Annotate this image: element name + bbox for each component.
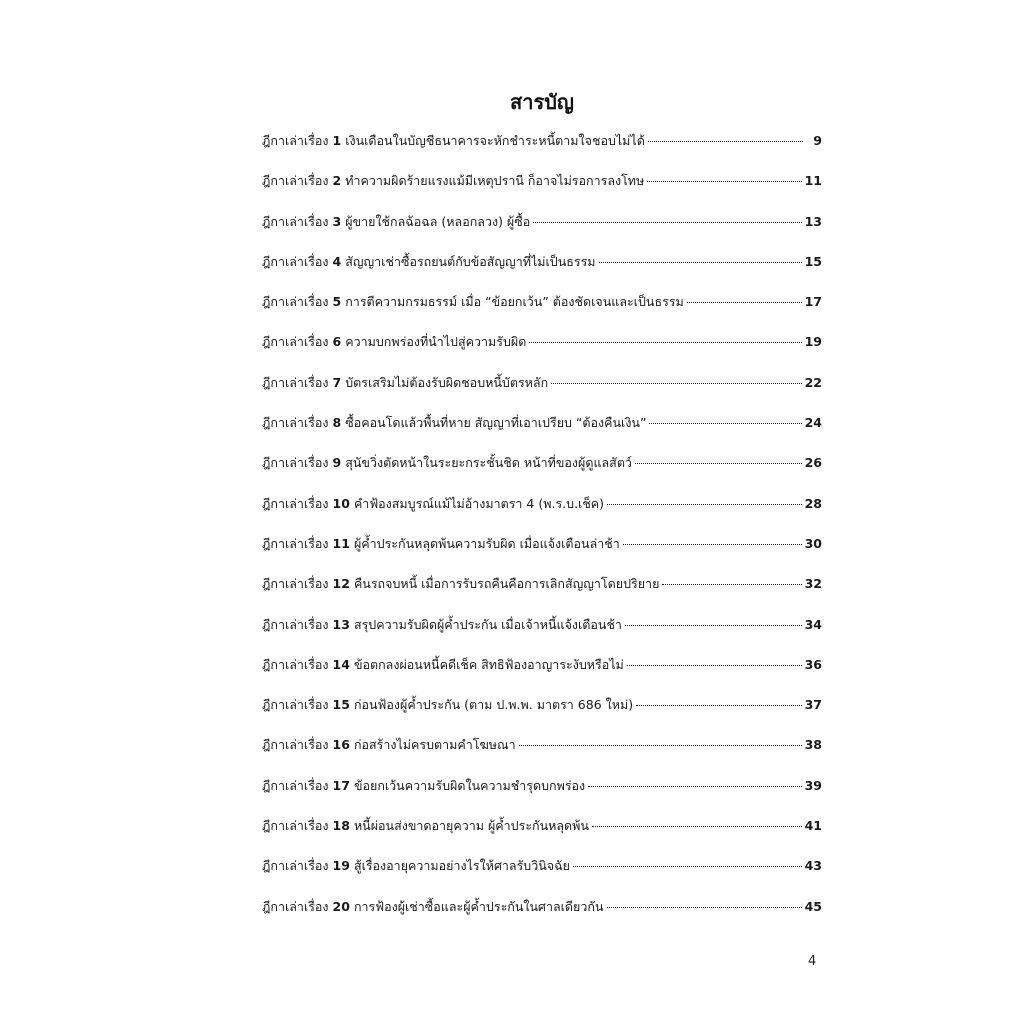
toc-entry-number: 17: [332, 777, 350, 793]
toc-entry-number: 18: [332, 818, 350, 834]
toc-entry: [262, 534, 822, 574]
toc-dot-leader: [625, 625, 802, 626]
toc-dot-leader: [573, 866, 802, 867]
toc-entry-title: สรุปความรับผิดผู้ค้ำประกัน เมื่อเจ้าหนี้แจ้งเตือนช้า: [353, 616, 622, 632]
toc-entry-title: ก่อนฟ้องผู้ค้ำประกัน (ตาม ป.พ.พ. มาตรา 686 ใหม่): [353, 697, 634, 713]
toc-dot-leader: [623, 544, 802, 545]
page-number: 4: [808, 954, 817, 969]
toc-entry-prefix: ฎีกาเล่าเรื่อง: [262, 495, 329, 511]
toc-title: สารบัญ: [510, 90, 574, 114]
toc-entry-number: 16: [332, 737, 350, 753]
toc-dot-leader: [662, 584, 801, 585]
toc-dot-leader: [636, 705, 802, 706]
toc-entry: [262, 574, 822, 614]
toc-entry-title: คำฟ้องสมบูรณ์แม้ไม่อ้างมาตรา 4 (พ.ร.บ.เช็ค): [353, 495, 605, 511]
toc-entry-title: บัตรเสริมไม่ต้องรับผิดชอบหนี้บัตรหลัก: [345, 374, 549, 390]
toc-entry: [262, 453, 822, 493]
toc-dot-leader: [648, 141, 803, 142]
toc-entry-prefix: ฎีกาเล่าเรื่อง: [262, 737, 329, 753]
toc-entry: [262, 615, 822, 655]
toc-dot-leader: [635, 463, 802, 464]
toc-entry-page: 17: [804, 294, 822, 310]
toc-entry-prefix: ฎีกาเล่าเรื่อง: [262, 294, 329, 310]
toc-entry-title: หนี้ผ่อนส่งขาดอายุความ ผู้ค้ำประกันหลุดพ้น: [353, 818, 589, 834]
toc-entry-title: ซื้อคอนโดแล้วพื้นที่หาย สัญญาที่เอาเปรียบ “ต้องคืนเงิน”: [345, 415, 647, 431]
toc-entry-number: 15: [332, 697, 350, 713]
toc-entry-page: 39: [804, 777, 822, 793]
toc-entry-page: 24: [804, 415, 822, 431]
toc-entry: [262, 776, 822, 816]
toc-dot-leader: [687, 302, 802, 303]
toc-entry: [262, 897, 822, 937]
toc-entry-page: 41: [804, 818, 822, 834]
toc-entry-number: 6: [332, 334, 342, 350]
toc-entry: [262, 695, 822, 735]
toc-entry-page: 30: [804, 535, 822, 551]
toc-entry-title: การฟ้องผู้เช่าซื้อและผู้ค้ำประกันในศาลเดียวกัน: [353, 898, 604, 914]
toc-entry-page: 26: [804, 455, 822, 471]
toc-entry: [262, 252, 822, 292]
toc-dot-leader: [607, 504, 802, 505]
toc-entry-number: 8: [332, 415, 342, 431]
toc-dot-leader: [529, 342, 801, 343]
toc-entry: [262, 292, 822, 332]
toc-entry-title: ก่อสร้างไม่ครบตามคำโฆษณา: [353, 737, 516, 753]
toc-entry-prefix: ฎีกาเล่าเรื่อง: [262, 535, 329, 551]
toc-entry-page: 9: [813, 133, 822, 148]
toc-entry-number: 10: [332, 495, 350, 511]
toc-dot-leader: [627, 665, 802, 666]
toc-entry-prefix: ฎีกาเล่าเรื่อง: [262, 455, 329, 471]
toc-entry-page: 34: [804, 616, 822, 632]
toc-entry-title: สัญญาเช่าซื้อรถยนต์กับข้อสัญญาที่ไม่เป็นธรรม: [345, 253, 596, 269]
toc-entry-prefix: ฎีกาเล่าเรื่อง: [262, 213, 329, 229]
toc-entry-page: 36: [804, 656, 822, 672]
toc-entry-title: ข้อตกลงผ่อนหนี้คดีเช็ค สิทธิฟ้องอาญาระงับหรือไม่: [353, 656, 624, 672]
toc-entry-number: 9: [332, 455, 342, 471]
toc-entry-number: 2: [332, 173, 342, 189]
toc-entry: [262, 413, 822, 453]
toc-entry: [262, 856, 822, 896]
toc-dot-leader: [607, 907, 802, 908]
toc-entry-prefix: ฎีกาเล่าเรื่อง: [262, 858, 329, 874]
toc-entry-number: 19: [332, 858, 350, 874]
toc-entry-title: การตีความกรมธรรม์ เมื่อ “ข้อยกเว้น” ต้องชัดเจนและเป็นธรรม: [345, 294, 684, 310]
toc-dot-leader: [649, 423, 801, 424]
toc-entry: [262, 655, 822, 695]
toc-entry-title: สุนัขวิ่งตัดหน้าในระยะกระชั้นชิด หน้าที่ของผู้ดูแลสัตว์: [345, 455, 632, 471]
table-of-contents: [262, 131, 822, 937]
toc-entry-number: 1: [332, 133, 342, 148]
toc-entry-number: 12: [332, 576, 350, 592]
toc-entry-title: ข้อยกเว้นความรับผิดในความชำรุดบกพร่อง: [353, 777, 586, 793]
toc-dot-leader: [647, 181, 801, 182]
toc-entry-number: 11: [332, 535, 350, 551]
toc-entry-title: ผู้ขายใช้กลฉ้อฉล (หลอกลวง) ผู้ซื้อ: [345, 213, 531, 229]
toc-entry-page: 32: [804, 576, 822, 592]
toc-entry-number: 4: [332, 253, 342, 269]
toc-entry-page: 45: [804, 898, 822, 914]
toc-entry: [262, 332, 822, 372]
toc-entry: [262, 171, 822, 211]
toc-entry-prefix: ฎีกาเล่าเรื่อง: [262, 656, 329, 672]
toc-entry-prefix: ฎีกาเล่าเรื่อง: [262, 173, 329, 189]
toc-entry-page: 19: [804, 334, 822, 350]
toc-entry-page: 15: [804, 253, 822, 269]
toc-entry-page: 13: [804, 213, 822, 229]
toc-entry-page: 22: [804, 374, 822, 390]
toc-entry-page: 37: [804, 697, 822, 713]
toc-entry-prefix: ฎีกาเล่าเรื่อง: [262, 133, 329, 148]
toc-entry-title: สู้เรื่องอายุความอย่างไรให้ศาลรับวินิจฉัย: [353, 858, 570, 874]
toc-dot-leader: [533, 222, 801, 223]
toc-entry-page: 43: [804, 858, 822, 874]
toc-entry-title: ความบกพร่องที่นำไปสู่ความรับผิด: [345, 334, 527, 350]
toc-entry-title: ทำความผิดร้ายแรงแม้มีเหตุปรานี ก็อาจไม่รอการลงโทษ: [345, 173, 645, 189]
toc-entry: [262, 735, 822, 775]
toc-entry: [262, 373, 822, 413]
toc-entry: [262, 212, 822, 252]
toc-entry-number: 3: [332, 213, 342, 229]
toc-dot-leader: [599, 262, 802, 263]
toc-entry-title: คืนรถจบหนี้ เมื่อการรับรถคืนคือการเลิกสัญญาโดยปริยาย: [353, 576, 660, 592]
toc-entry-prefix: ฎีกาเล่าเรื่อง: [262, 777, 329, 793]
toc-dot-leader: [551, 383, 801, 384]
toc-entry-page: 28: [804, 495, 822, 511]
toc-entry-number: 7: [332, 374, 342, 390]
toc-entry: [262, 494, 822, 534]
toc-entry-prefix: ฎีกาเล่าเรื่อง: [262, 576, 329, 592]
toc-dot-leader: [588, 786, 801, 787]
toc-entry-page: 11: [804, 173, 822, 189]
toc-entry-prefix: ฎีกาเล่าเรื่อง: [262, 898, 329, 914]
toc-entry-prefix: ฎีกาเล่าเรื่อง: [262, 374, 329, 390]
toc-entry: [262, 131, 822, 171]
toc-entry-prefix: ฎีกาเล่าเรื่อง: [262, 697, 329, 713]
toc-dot-leader: [592, 826, 802, 827]
toc-entry-prefix: ฎีกาเล่าเรื่อง: [262, 818, 329, 834]
toc-entry-title: ผู้ค้ำประกันหลุดพ้นความรับผิด เมื่อแจ้งเตือนล่าช้า: [353, 535, 620, 551]
toc-entry-number: 5: [332, 294, 342, 310]
toc-entry: [262, 816, 822, 856]
toc-dot-leader: [519, 745, 802, 746]
toc-entry-prefix: ฎีกาเล่าเรื่อง: [262, 253, 329, 269]
toc-entry-prefix: ฎีกาเล่าเรื่อง: [262, 415, 329, 431]
toc-entry-number: 20: [332, 898, 350, 914]
toc-entry-number: 13: [332, 616, 350, 632]
toc-entry-number: 14: [332, 656, 350, 672]
toc-entry-page: 38: [804, 737, 822, 753]
toc-entry-prefix: ฎีกาเล่าเรื่อง: [262, 334, 329, 350]
toc-entry-prefix: ฎีกาเล่าเรื่อง: [262, 616, 329, 632]
toc-entry-title: เงินเดือนในบัญชีธนาคารจะหักชำระหนี้ตามใจชอบไม่ได้: [345, 133, 645, 148]
